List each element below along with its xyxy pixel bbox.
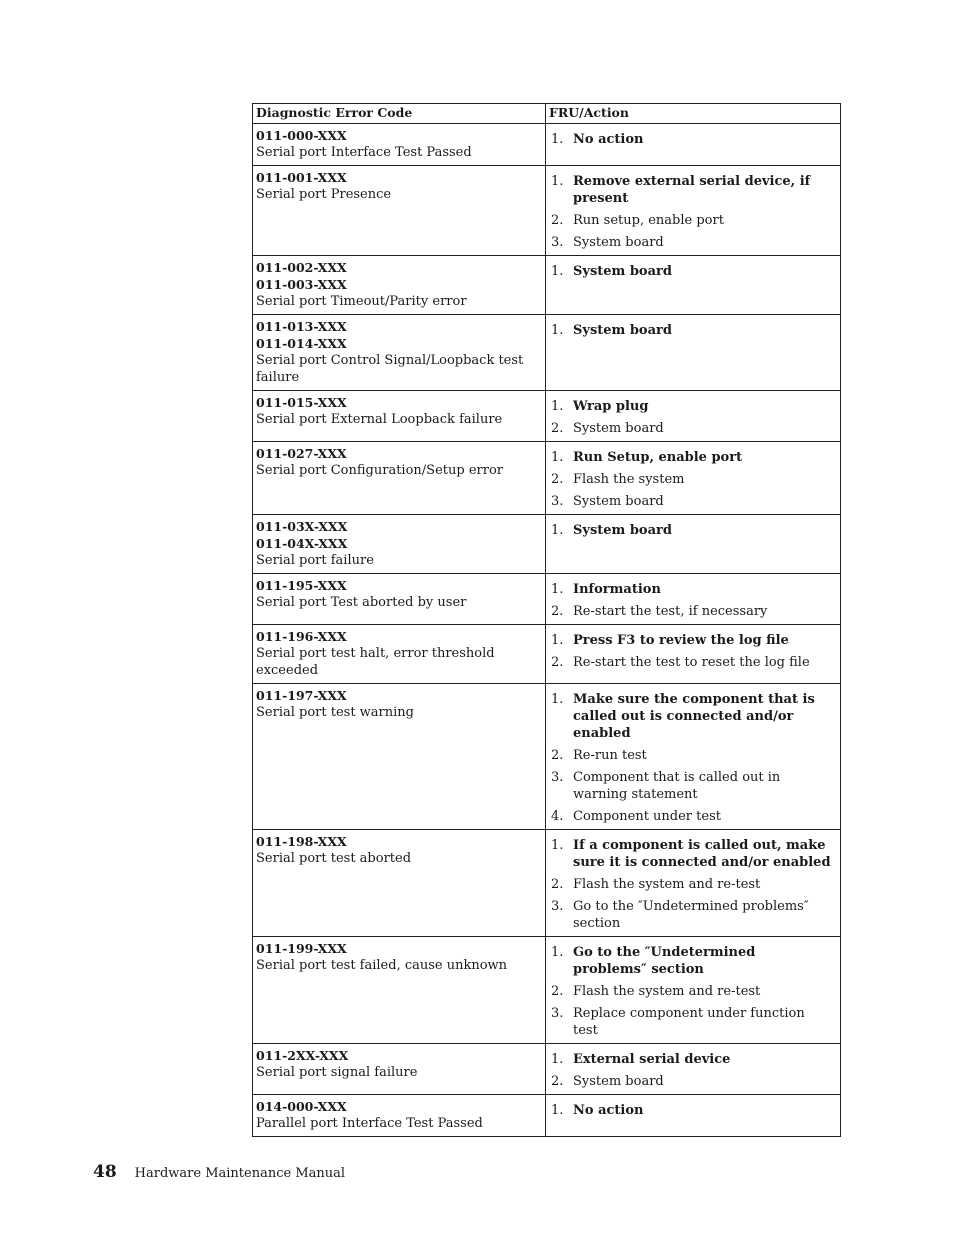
action-number: 1. xyxy=(551,174,564,189)
action-number: 2. xyxy=(551,877,564,892)
fru-action-cell xyxy=(546,937,841,1044)
fru-action-cell xyxy=(546,124,841,166)
action-number: 2. xyxy=(551,604,564,619)
table-row xyxy=(253,684,841,830)
action-number: 2. xyxy=(551,421,564,436)
action-text: Component that is called out in warning statement xyxy=(573,770,781,802)
error-code: 011-014-XXX xyxy=(256,336,347,351)
action-item xyxy=(549,1073,837,1090)
error-code-cell xyxy=(253,442,546,515)
error-description: Serial port test halt, error threshold exceeded xyxy=(256,646,495,678)
action-number: 2. xyxy=(551,984,564,999)
error-code: 011-197-XXX xyxy=(256,688,347,703)
action-text: System board xyxy=(573,421,664,436)
error-code: 011-027-XXX xyxy=(256,446,347,461)
error-code-cell xyxy=(253,830,546,937)
error-code-cell xyxy=(253,574,546,625)
action-item xyxy=(549,898,837,932)
action-item xyxy=(549,322,837,339)
error-code-cell xyxy=(253,937,546,1044)
table-row xyxy=(253,625,841,684)
fru-action-cell xyxy=(546,574,841,625)
table-row xyxy=(253,1095,841,1137)
error-code-cell xyxy=(253,1095,546,1137)
action-number: 1. xyxy=(551,1103,564,1118)
header-error-code: Diagnostic Error Code xyxy=(253,104,546,124)
error-description: Serial port Test aborted by user xyxy=(256,595,467,610)
action-item xyxy=(549,398,837,415)
error-code-cell xyxy=(253,315,546,391)
action-number: 2. xyxy=(551,748,564,763)
action-text: Re-run test xyxy=(573,748,647,763)
action-number: 1. xyxy=(551,132,564,147)
error-description: Serial port Timeout/Parity error xyxy=(256,294,467,309)
error-code: 011-2XX-XXX xyxy=(256,1048,349,1063)
action-number: 3. xyxy=(551,235,564,250)
table-row xyxy=(253,1044,841,1095)
error-code: 014-000-XXX xyxy=(256,1099,347,1114)
error-code-cell xyxy=(253,625,546,684)
page-number: 48 xyxy=(93,1162,117,1182)
action-text: No action xyxy=(573,1103,644,1118)
error-description: Serial port failure xyxy=(256,553,374,568)
error-code-cell xyxy=(253,256,546,315)
action-list xyxy=(549,518,837,539)
action-text: System board xyxy=(573,264,672,279)
error-description: Serial port test warning xyxy=(256,705,414,720)
action-item xyxy=(549,808,837,825)
diagnostic-error-table xyxy=(252,103,841,1137)
action-list xyxy=(549,259,837,280)
error-description: Serial port External Loopback failure xyxy=(256,412,503,427)
action-list xyxy=(549,577,837,620)
table-row xyxy=(253,166,841,256)
error-code-cell xyxy=(253,166,546,256)
action-item xyxy=(549,493,837,510)
action-number: 1. xyxy=(551,399,564,414)
error-code-cell xyxy=(253,124,546,166)
error-description: Parallel port Interface Test Passed xyxy=(256,1116,483,1131)
action-number: 4. xyxy=(551,809,564,824)
action-text: No action xyxy=(573,132,644,147)
action-number: 3. xyxy=(551,494,564,509)
action-text: Run Setup, enable port xyxy=(573,450,743,465)
action-text: Go to the ″Undetermined problems″ section xyxy=(573,899,809,931)
action-item xyxy=(549,944,837,978)
fru-action-cell xyxy=(546,515,841,574)
fru-action-cell xyxy=(546,1044,841,1095)
table-row xyxy=(253,574,841,625)
action-item xyxy=(549,1102,837,1119)
table-row xyxy=(253,124,841,166)
action-number: 1. xyxy=(551,692,564,707)
action-item xyxy=(549,691,837,742)
action-list xyxy=(549,833,837,932)
action-text: Flash the system and re-test xyxy=(573,984,761,999)
action-item xyxy=(549,747,837,764)
fru-action-cell xyxy=(546,256,841,315)
fru-action-cell xyxy=(546,684,841,830)
action-item xyxy=(549,212,837,229)
table-header-row xyxy=(253,104,841,124)
action-text: System board xyxy=(573,523,672,538)
table-body xyxy=(253,124,841,1137)
header-fru-action: FRU/Action xyxy=(546,104,841,124)
action-item xyxy=(549,131,837,148)
action-number: 1. xyxy=(551,945,564,960)
action-list xyxy=(549,1098,837,1119)
action-item xyxy=(549,522,837,539)
error-code: 011-196-XXX xyxy=(256,629,347,644)
action-text: Component under test xyxy=(573,809,721,824)
page-footer xyxy=(93,1162,345,1182)
action-text: Run setup, enable port xyxy=(573,213,724,228)
action-list xyxy=(549,394,837,437)
error-description: Serial port Control Signal/Loopback test failure xyxy=(256,353,524,385)
action-list xyxy=(549,628,837,671)
error-description: Serial port Interface Test Passed xyxy=(256,145,472,160)
action-item xyxy=(549,876,837,893)
fru-action-cell xyxy=(546,166,841,256)
action-text: If a component is called out, make sure it is connected and/or enabled xyxy=(573,838,831,870)
action-item xyxy=(549,449,837,466)
action-text: Remove external serial device, if present xyxy=(573,174,811,206)
action-number: 1. xyxy=(551,323,564,338)
action-number: 1. xyxy=(551,633,564,648)
action-item xyxy=(549,1051,837,1068)
table-row xyxy=(253,315,841,391)
action-number: 2. xyxy=(551,472,564,487)
action-text: Flash the system xyxy=(573,472,685,487)
action-text: Make sure the component that is called out is connected and/or enabled xyxy=(573,692,815,741)
error-description: Serial port test failed, cause unknown xyxy=(256,958,508,973)
error-code: 011-04X-XXX xyxy=(256,536,348,551)
action-text: Press F3 to review the log file xyxy=(573,633,789,648)
error-code: 011-002-XXX xyxy=(256,260,347,275)
action-item xyxy=(549,234,837,251)
action-item xyxy=(549,581,837,598)
action-number: 1. xyxy=(551,264,564,279)
action-text: Flash the system and re-test xyxy=(573,877,761,892)
action-number: 1. xyxy=(551,523,564,538)
action-text: Information xyxy=(573,582,661,597)
action-number: 1. xyxy=(551,450,564,465)
action-text: System board xyxy=(573,323,672,338)
fru-action-cell xyxy=(546,625,841,684)
fru-action-cell xyxy=(546,442,841,515)
error-code-cell xyxy=(253,515,546,574)
error-description: Serial port test aborted xyxy=(256,851,412,866)
action-number: 3. xyxy=(551,1006,564,1021)
action-list xyxy=(549,169,837,251)
action-number: 3. xyxy=(551,899,564,914)
error-description: Serial port Presence xyxy=(256,187,392,202)
action-list xyxy=(549,1047,837,1090)
action-text: External serial device xyxy=(573,1052,731,1067)
action-list xyxy=(549,318,837,339)
action-item xyxy=(549,263,837,280)
error-code: 011-199-XXX xyxy=(256,941,347,956)
action-text: System board xyxy=(573,235,664,250)
action-number: 1. xyxy=(551,1052,564,1067)
fru-action-cell xyxy=(546,315,841,391)
action-text: Replace component under function test xyxy=(573,1006,805,1038)
error-code: 011-001-XXX xyxy=(256,170,347,185)
fru-action-cell xyxy=(546,830,841,937)
action-item xyxy=(549,983,837,1000)
action-number: 1. xyxy=(551,582,564,597)
action-item xyxy=(549,769,837,803)
table-row xyxy=(253,515,841,574)
action-number: 2. xyxy=(551,655,564,670)
action-number: 2. xyxy=(551,1074,564,1089)
error-code: 011-000-XXX xyxy=(256,128,347,143)
manual-title: Hardware Maintenance Manual xyxy=(134,1166,346,1181)
action-item xyxy=(549,632,837,649)
action-text: Wrap plug xyxy=(573,399,649,414)
action-item xyxy=(549,420,837,437)
fru-action-cell xyxy=(546,1095,841,1137)
action-number: 2. xyxy=(551,213,564,228)
action-text: Go to the ″Undetermined problems″ section xyxy=(573,945,756,977)
table-row xyxy=(253,830,841,937)
error-code: 011-003-XXX xyxy=(256,277,347,292)
action-item xyxy=(549,603,837,620)
error-code-cell xyxy=(253,391,546,442)
action-number: 1. xyxy=(551,838,564,853)
action-list xyxy=(549,445,837,510)
action-list xyxy=(549,687,837,825)
action-text: Re-start the test, if necessary xyxy=(573,604,768,619)
action-list xyxy=(549,127,837,148)
error-code: 011-015-XXX xyxy=(256,395,347,410)
error-code-cell xyxy=(253,1044,546,1095)
action-item xyxy=(549,471,837,488)
action-text: System board xyxy=(573,1074,664,1089)
error-code: 011-03X-XXX xyxy=(256,519,348,534)
error-description: Serial port Configuration/Setup error xyxy=(256,463,503,478)
error-description: Serial port signal failure xyxy=(256,1065,418,1080)
action-item xyxy=(549,837,837,871)
table-row xyxy=(253,256,841,315)
error-code: 011-013-XXX xyxy=(256,319,347,334)
action-item xyxy=(549,1005,837,1039)
action-number: 3. xyxy=(551,770,564,785)
error-code-cell xyxy=(253,684,546,830)
action-text: Re-start the test to reset the log file xyxy=(573,655,810,670)
table-row xyxy=(253,937,841,1044)
action-list xyxy=(549,940,837,1039)
table-row xyxy=(253,391,841,442)
action-item xyxy=(549,654,837,671)
action-text: System board xyxy=(573,494,664,509)
error-code: 011-195-XXX xyxy=(256,578,347,593)
error-code: 011-198-XXX xyxy=(256,834,347,849)
table-row xyxy=(253,442,841,515)
fru-action-cell xyxy=(546,391,841,442)
action-item xyxy=(549,173,837,207)
